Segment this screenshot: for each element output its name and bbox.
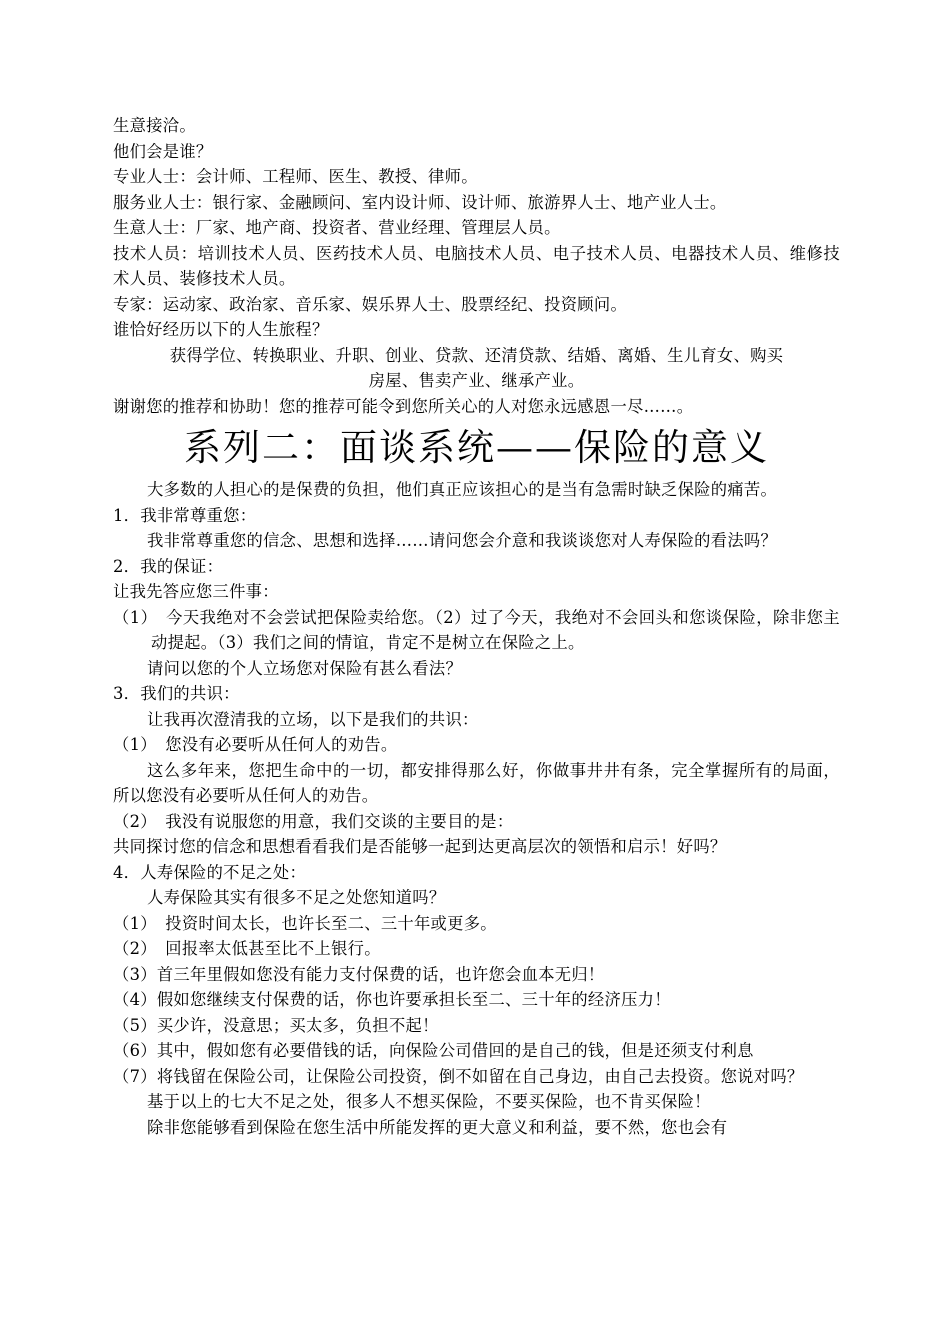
intro-paragraph: 大多数的人担心的是保费的负担，他们真正应该担心的是当有急需时缺乏保险的痛苦。 [147,480,778,499]
text-line: 请问以您的个人立场您对保险有甚么看法？ [147,658,463,678]
text-line: 让我再次澄清我的立场，以下是我们的共识： [147,709,479,729]
numbered-heading: 1．我非常尊重您： [113,505,257,525]
text-line: 生意人士：厂家、地产商、投资者、营业经理、管理层人员。 [113,218,561,237]
list-item: （1） 您没有必要听从任何人的劝告。 [113,735,398,754]
section-heading: 系列二：面谈系统——保险的意义 [184,426,769,469]
list-item: （1） 投资时间太长，也许长至二、三十年或更多。 [113,913,497,933]
text-line: 谢谢您的推荐和协助！您的推荐可能令到您所关心的人对您永远感恩一尽……。 [113,396,694,416]
centered-line: 房屋、售卖产业、继承产业。 [368,371,585,390]
text-line: 服务业人士：银行家、金融顾问、室内设计师、设计师、旅游界人士、地产业人士。 [113,192,727,212]
list-item: （7）将钱留在保险公司，让保险公司投资，倒不如留在自己身边，由自己去投资。您说对吗？ [113,1066,804,1086]
text-line: 他们会是谁？ [113,141,213,161]
list-item: （3）首三年里假如您没有能力支付保费的话，也许您会血本无归！ [113,964,605,984]
text-line: 共同探讨您的信念和思想看看我们是否能够一起到达更高层次的领悟和启示！好吗？ [113,837,727,856]
text-line: 让我先答应您三件事： [113,582,279,601]
text-line: 专业人士：会计师、工程师、医生、教授、律师。 [113,167,478,186]
text-line: 人寿保险其实有很多不足之处您知道吗？ [147,888,446,907]
numbered-heading: 2．我的保证： [113,556,224,576]
text-line: 生意接洽。 [113,116,196,135]
text-line: 专家：运动家、政治家、音乐家、娱乐界人士、股票经纪、投资顾问。 [113,294,628,314]
numbered-heading: 3．我们的共识： [113,684,240,703]
list-item: （2） 我没有说服您的用意，我们交谈的主要目的是： [113,811,514,831]
numbered-heading: 4．人寿保险的不足之处： [113,862,307,882]
text-line: 除非您能够看到保险在您生活中所能发挥的更大意义和利益，要不然，您也会有 [147,1117,728,1137]
list-item: （4）假如您继续支付保费的话，你也许要承担长至二、三十年的经济压力！ [113,990,671,1009]
centered-line: 获得学位、转换职业、升职、创业、贷款、还清贷款、结婚、离婚、生儿育女、购买 [169,345,784,365]
text-line: 谁恰好经历以下的人生旅程？ [113,320,329,339]
list-item: （5）买少许，没意思；买太多，负担不起！ [113,1015,439,1035]
text-paragraph: 这么多年来，您把生命中的一切，都安排得那么好，你做事井井有条，完全掌握所有的局面，所以您没有必要听从任何人的劝告。 [113,760,840,805]
list-item: （1） 今天我绝对不会尝试把保险卖给您。（2）过了今天，我绝对不会回头和您谈保险，除非您主动提起。（3）我们之间的情谊，肯定不是树立在保险之上。 [113,607,840,652]
text-line: 基于以上的七大不足之处，很多人不想买保险，不要买保险，也不肯买保险！ [147,1092,711,1111]
list-item: （2） 回报率太低甚至比不上银行。 [113,939,381,958]
document-page [113,113,840,1140]
text-paragraph: 我非常尊重您的信念、思想和选择……请问您会介意和我谈谈您对人寿保险的看法吗？ [147,531,778,550]
text-paragraph: 技术人员：培训技术人员、医药技术人员、电脑技术人员、电子技术人员、电器技术人员、维修技术人员、装修技术人员。 [113,243,840,288]
list-item: （6）其中，假如您有必要借钱的话，向保险公司借回的是自己的钱，但是还须支付利息 [113,1041,754,1060]
